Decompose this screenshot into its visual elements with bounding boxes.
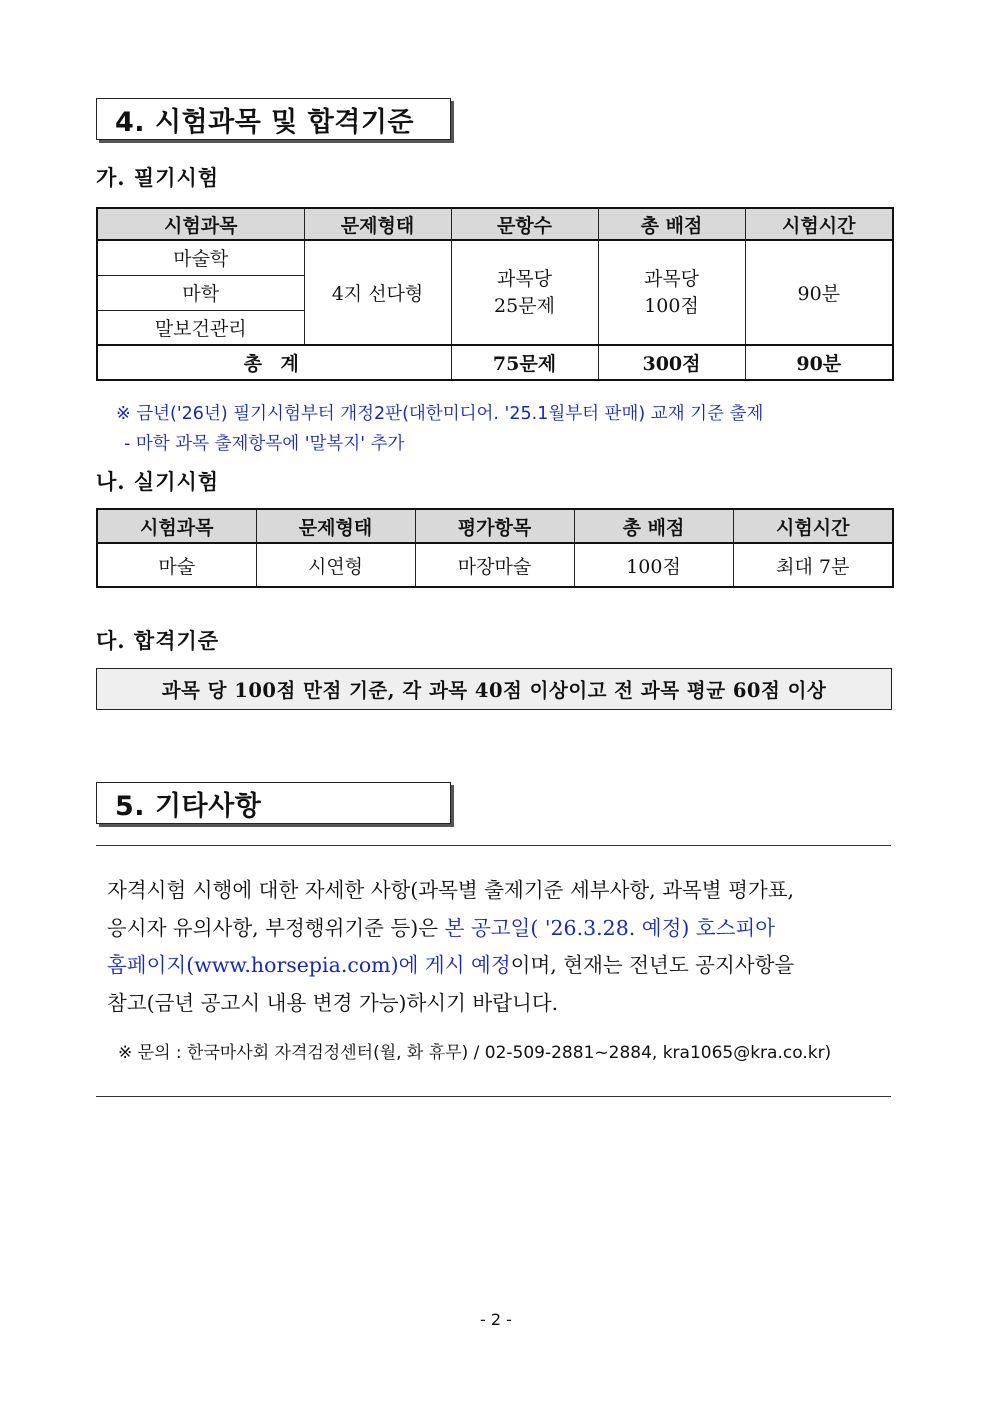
header-score: 총 배점 xyxy=(574,509,733,543)
pass-criteria-box xyxy=(96,668,892,710)
written-exam-heading: 가. 필기시험 xyxy=(96,165,220,190)
section-4-title-text: 4. 시험과목 및 합격기준 xyxy=(115,106,414,138)
format-cell: 4지 선다형 xyxy=(304,240,451,345)
announcement-date-text: 본 공고일( '26.3.28. 예정) 호스피아 xyxy=(444,915,776,940)
practical-time-cell: 최대 7분 xyxy=(733,543,893,587)
score-line-2: 100점 xyxy=(644,294,699,317)
header-subject: 시험과목 xyxy=(97,208,304,240)
practical-subject-cell: 마술 xyxy=(97,543,256,587)
practical-exam-table xyxy=(96,508,894,588)
section-4-title xyxy=(96,98,451,140)
other-line-3-text: 이며, 현재는 전년도 공지사항을 xyxy=(510,953,795,977)
practical-exam-heading: 나. 실기시험 xyxy=(96,469,220,494)
pass-criteria-text: 과목 당 100점 만점 기준, 각 과목 40점 이상이고 전 과목 평균 60점 이상 xyxy=(161,679,827,702)
header-time: 시험시간 xyxy=(745,208,893,240)
written-note-line-2: - 마학 과목 출제항목에 '말복지' 추가 xyxy=(124,434,405,454)
other-line-1: 자격시험 시행에 대한 자세한 사항(과목별 출제기준 세부사항, 과목별 평가표, xyxy=(107,878,795,902)
subject-cell: 말보건관리 xyxy=(97,310,304,345)
practical-format-cell: 시연형 xyxy=(256,543,415,587)
total-count: 75문제 xyxy=(451,345,598,380)
count-cell xyxy=(451,240,598,345)
header-format: 문제형태 xyxy=(256,509,415,543)
other-paragraph xyxy=(107,872,794,1022)
written-exam-table xyxy=(96,207,894,381)
header-score: 총 배점 xyxy=(598,208,745,240)
header-format: 문제형태 xyxy=(304,208,451,240)
total-label: 총 계 xyxy=(97,345,451,380)
written-note-line-1: ※ 금년('26년) 필기시험부터 개정2판(대한미디어. '25.1월부터 판매) 교재 기준 출제 xyxy=(116,404,764,424)
practical-score-cell: 100점 xyxy=(574,543,733,587)
divider-bottom xyxy=(96,1096,891,1097)
other-line-4: 참고(금년 공고시 내용 변경 가능)하시기 바랍니다. xyxy=(107,990,559,1015)
score-cell xyxy=(598,240,745,345)
total-time: 90분 xyxy=(745,345,893,380)
section-5-title-text: 5. 기타사항 xyxy=(115,790,262,822)
section-5-title xyxy=(96,782,451,824)
total-score: 300점 xyxy=(598,345,745,380)
subject-cell: 마술학 xyxy=(97,240,304,275)
header-subject: 시험과목 xyxy=(97,509,256,543)
other-line-3 xyxy=(107,947,794,985)
contact-info: ※ 문의 : 한국마사회 자격검정센터(월, 화 휴무) / 02-509-2881~2884, kra1065@kra.co.kr) xyxy=(118,1043,832,1063)
other-line-2-text: 응시자 유의사항, 부정행위기준 등)은 xyxy=(107,915,445,940)
header-time: 시험시간 xyxy=(733,509,893,543)
practical-evaluation-cell: 마장마술 xyxy=(415,543,574,587)
page-number: - 2 - xyxy=(480,1310,512,1329)
time-cell: 90분 xyxy=(745,240,893,345)
count-line-1: 과목당 xyxy=(496,267,553,290)
subject-cell: 마학 xyxy=(97,275,304,310)
divider-top xyxy=(96,845,891,846)
homepage-text: 홈페이지(www.horsepia.com)에 게시 예정 xyxy=(107,953,511,977)
other-line-2 xyxy=(107,910,794,948)
score-line-1: 과목당 xyxy=(643,267,700,290)
header-count: 문항수 xyxy=(451,208,598,240)
header-evaluation: 평가항목 xyxy=(415,509,574,543)
pass-criteria-heading: 다. 합격기준 xyxy=(96,628,220,653)
count-line-2: 25문제 xyxy=(494,294,555,317)
